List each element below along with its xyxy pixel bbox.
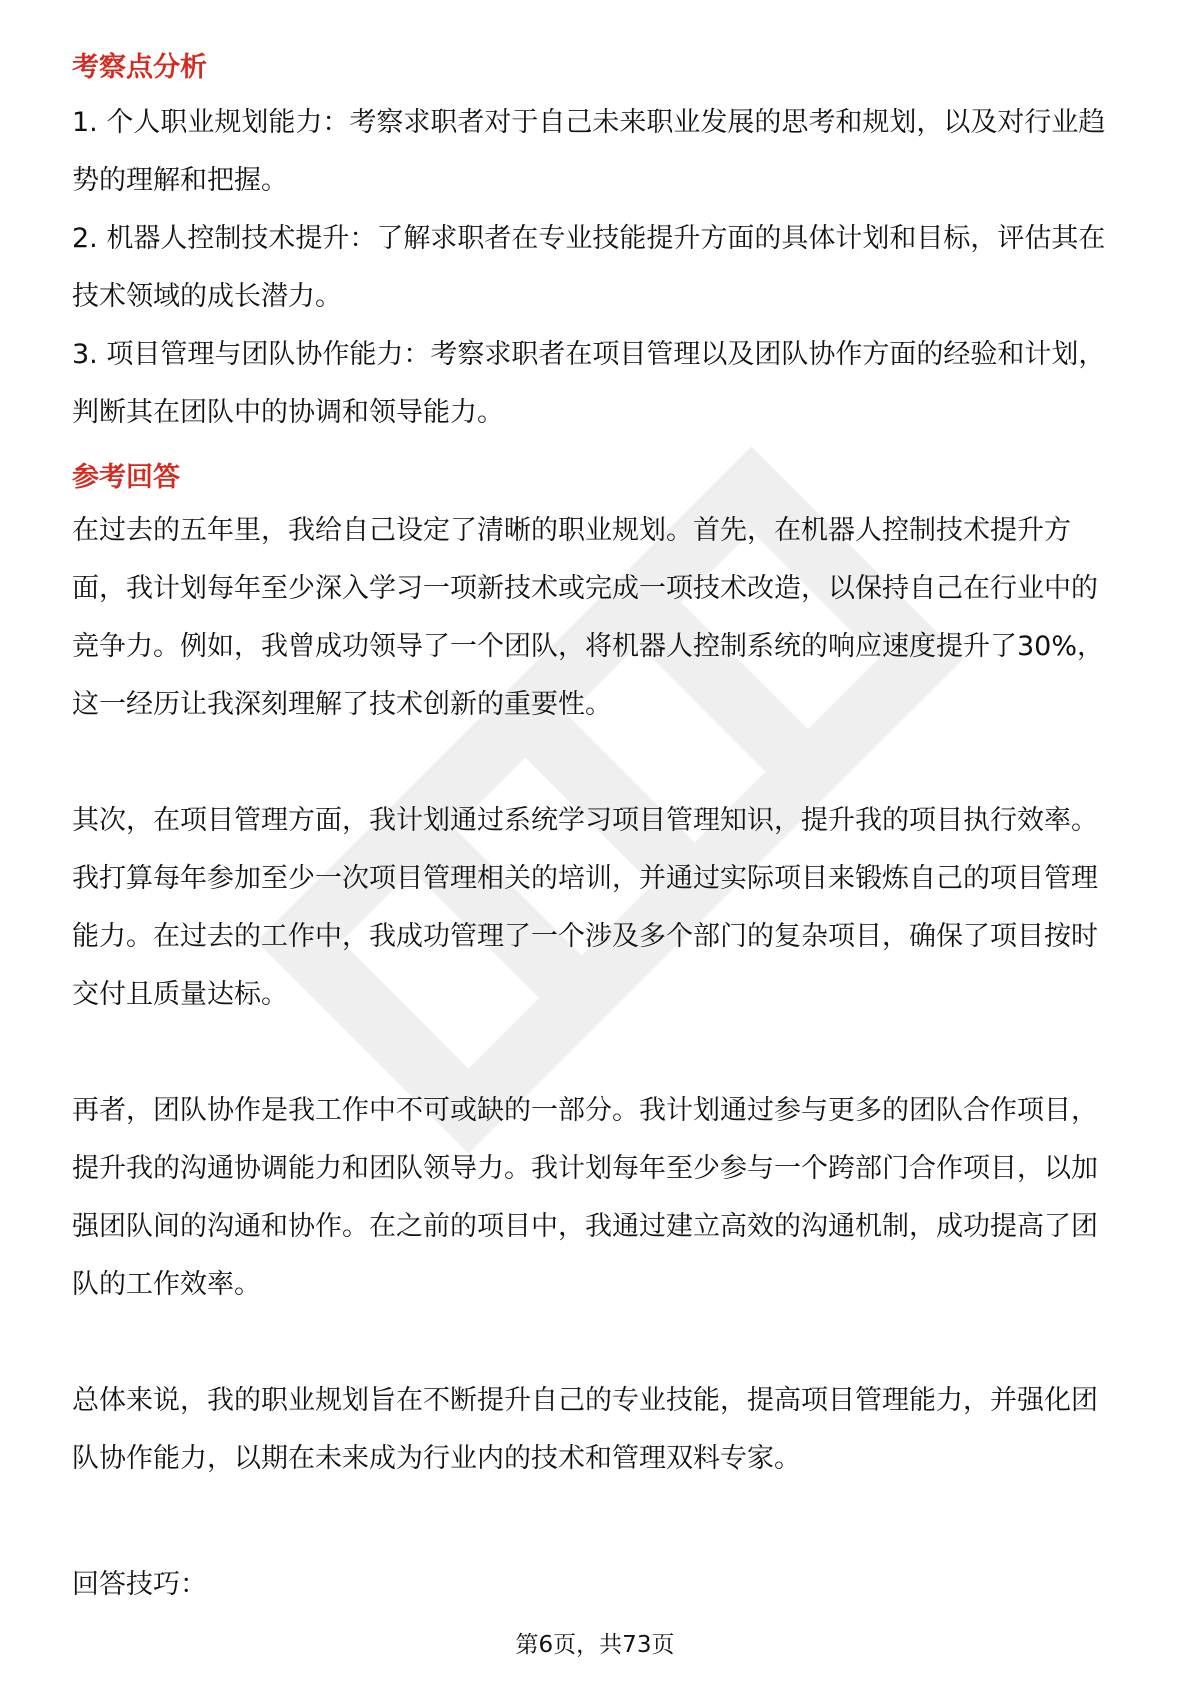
answer-paragraph: 再者，团队协作是我工作中不可或缺的一部分。我计划通过参与更多的团队合作项目，提升我的沟通协调能力和团队领导力。我计划每年至少参与一个跨部门合作项目，以加强团队间的沟通和协作。在之前的项目中，我通过建立高效的沟通机制，成功提高了团队的工作效率。 <box>72 1095 1098 1300</box>
answer-paragraph: 总体来说，我的职业规划旨在不断提升自己的专业技能，提高项目管理能力，并强化团队协作能力，以期在未来成为行业内的技术和管理双料专家。 <box>72 1385 1098 1474</box>
analysis-item: 1. 个人职业规划能力：考察求职者对于自己未来职业发展的思考和规划，以及对行业趋势的理解和把握。 <box>72 107 1106 196</box>
tips-label: 回答技巧： <box>72 1569 207 1600</box>
answer-paragraph: 其次，在项目管理方面，我计划通过系统学习项目管理知识，提升我的项目执行效率。我打算每年参加至少一次项目管理相关的培训，并通过实际项目来锻炼自己的项目管理能力。在过去的工作中，我成功管理了一个涉及多个部门的复杂项目，确保了项目按时交付且质量达标。 <box>72 805 1098 1010</box>
answer-paragraph: 在过去的五年里，我给自己设定了清晰的职业规划。首先，在机器人控制技术提升方面，我计划每年至少深入学习一项新技术或完成一项技术改造，以保持自己在行业中的竞争力。例如，我曾成功领导了一个团队，将机器人控制系统的响应速度提升了30%，这一经历让我深刻理解了技术创新的重要性。 <box>72 515 1105 720</box>
answer-title: 参考回答 <box>72 462 180 493</box>
analysis-title: 考察点分析 <box>72 52 207 83</box>
analysis-item: 2. 机器人控制技术提升：了解求职者在专业技能提升方面的具体计划和目标，评估其在技术领域的成长潜力。 <box>72 223 1106 312</box>
page-number: 第6页，共73页 <box>515 1632 675 1658</box>
analysis-item: 3. 项目管理与团队协作能力：考察求职者在项目管理以及团队协作方面的经验和计划，判断其在团队中的协调和领导能力。 <box>72 339 1106 428</box>
document-page <box>72 48 1118 1488</box>
analysis-list <box>72 94 1118 442</box>
